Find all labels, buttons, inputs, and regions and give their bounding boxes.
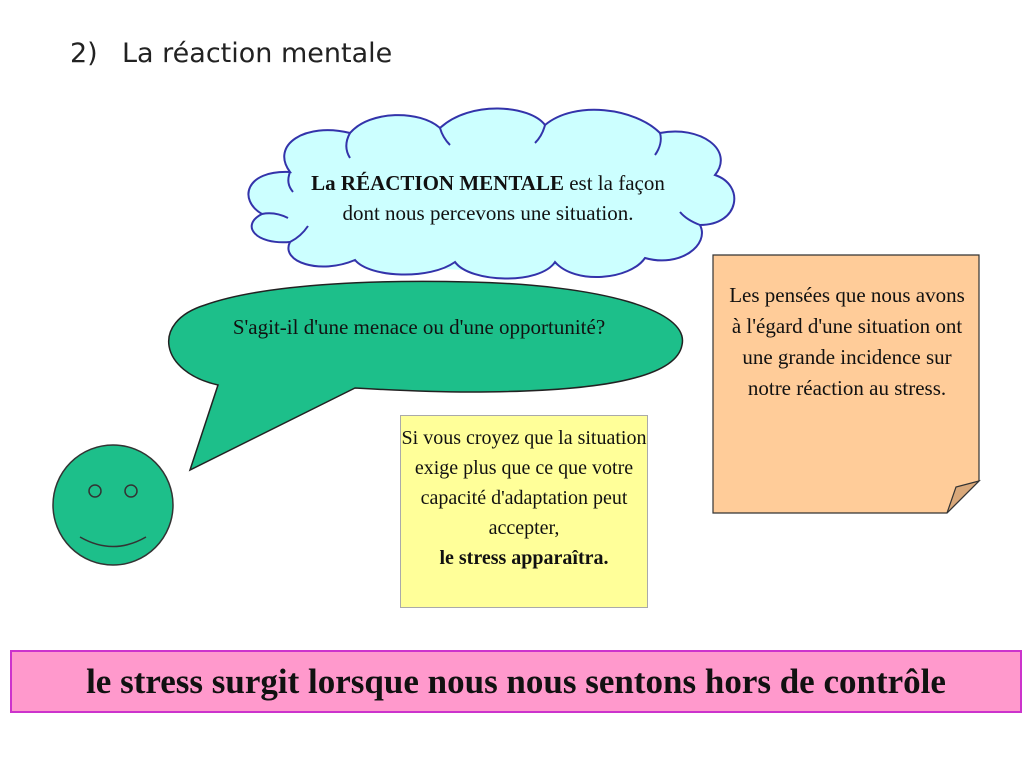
cloud-text <box>292 168 684 228</box>
conclusion-banner <box>10 650 1022 713</box>
speech-bubble-text: S'agit-il d'une menace ou d'une opportunité? <box>232 315 606 339</box>
title-text: La réaction mentale <box>122 38 393 69</box>
yellow-box-text <box>400 423 648 573</box>
yellow-box-bold: le stress apparaîtra. <box>439 547 609 569</box>
smiley-face <box>53 445 173 565</box>
yellow-box-body: Si vous croyez que la situation exige plus que ce que votre capacité d'adaptation peut accepter, <box>401 427 647 539</box>
note-text: Les pensées que nous avons à l'égard d'une situation ont une grande incidence sur notre réaction au stress. <box>729 283 965 400</box>
title-number: 2) <box>70 38 98 69</box>
cloud-bold-text: La RÉACTION MENTALE <box>311 171 564 195</box>
banner-text: le stress surgit lorsque nous nous sentons hors de contrôle <box>86 661 946 701</box>
cloud-rest-text: est la façon dont nous percevons une situation. <box>342 171 665 225</box>
